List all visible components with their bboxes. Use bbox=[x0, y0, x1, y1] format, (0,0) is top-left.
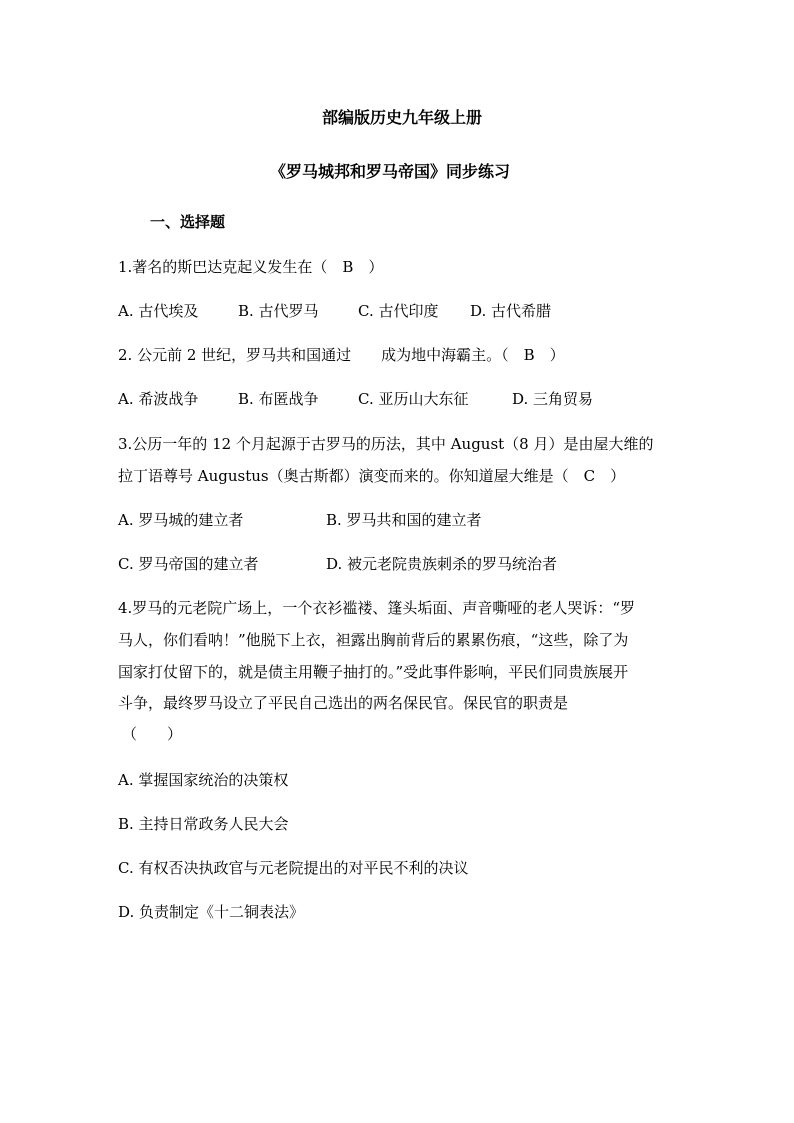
option-d: D. 三角贸易 bbox=[512, 390, 594, 408]
question-3-stem-line-2: 拉丁语尊号 Augustus（奥古斯都）演变而来的。你知道屋大维是（ C ） bbox=[118, 467, 626, 485]
option-b: B. 罗马共和国的建立者 bbox=[326, 511, 482, 529]
option-c: C. 古代印度 bbox=[358, 302, 439, 320]
question-4-stem-line-3: 国家打仗留下的，就是债主用鞭子抽打的。”受此事件影响，平民们同贵族展开 bbox=[118, 663, 629, 681]
question-3-option-row-1 bbox=[118, 510, 482, 530]
question-1-options bbox=[118, 301, 552, 321]
document-subtitle: 《罗马城邦和罗马帝国》同步练习 bbox=[270, 162, 511, 181]
document-title: 部编版历史九年级上册 bbox=[322, 108, 483, 127]
option-c: C. 亚历山大东征 bbox=[358, 390, 469, 408]
option-b: B. 古代罗马 bbox=[238, 302, 319, 320]
question-4-answer-blank: （ ） bbox=[122, 725, 183, 743]
question-4-stem-line-1: 4.罗马的元老院广场上，一个衣衫褴褛、篷头垢面、声音嘶哑的老人哭诉：“罗 bbox=[118, 599, 635, 617]
option-d: D. 古代希腊 bbox=[470, 302, 552, 320]
question-4-option-a: A. 掌握国家统治的决策权 bbox=[118, 771, 289, 789]
option-a: A. 古代埃及 bbox=[118, 302, 199, 320]
option-d: D. 被元老院贵族刺杀的罗马统治者 bbox=[326, 555, 558, 573]
option-b: B. 布匿战争 bbox=[238, 390, 319, 408]
question-3-stem-line-1: 3.公历一年的 12 个月起源于古罗马的历法，其中 August（8 月）是由屋大维的 bbox=[118, 435, 654, 453]
option-a: A. 罗马城的建立者 bbox=[118, 511, 244, 529]
option-a: A. 希波战争 bbox=[118, 390, 199, 408]
section-heading: 一、选择题 bbox=[150, 213, 226, 231]
question-3-option-row-2 bbox=[118, 554, 558, 574]
question-4-option-d: D. 负责制定《十二铜表法》 bbox=[118, 903, 305, 921]
question-4-stem-line-4: 斗争，最终罗马设立了平民自己选出的两名保民官。保民官的职责是 bbox=[118, 694, 569, 712]
question-1-stem: 1.著名的斯巴达克起义发生在（ B ） bbox=[118, 258, 384, 276]
question-2-options bbox=[118, 389, 594, 409]
question-4-stem-line-2: 马人，你们看呐！”他脱下上衣，袒露出胸前背后的累累伤痕，“这些，除了为 bbox=[118, 631, 629, 649]
question-2-stem: 2. 公元前 2 世纪，罗马共和国通过 成为地中海霸主。（ B ） bbox=[118, 346, 565, 364]
option-c: C. 罗马帝国的建立者 bbox=[118, 555, 259, 573]
question-4-option-c: C. 有权否决执政官与元老院提出的对平民不利的决议 bbox=[118, 859, 469, 877]
question-4-option-b: B. 主持日常政务人民大会 bbox=[118, 815, 289, 833]
